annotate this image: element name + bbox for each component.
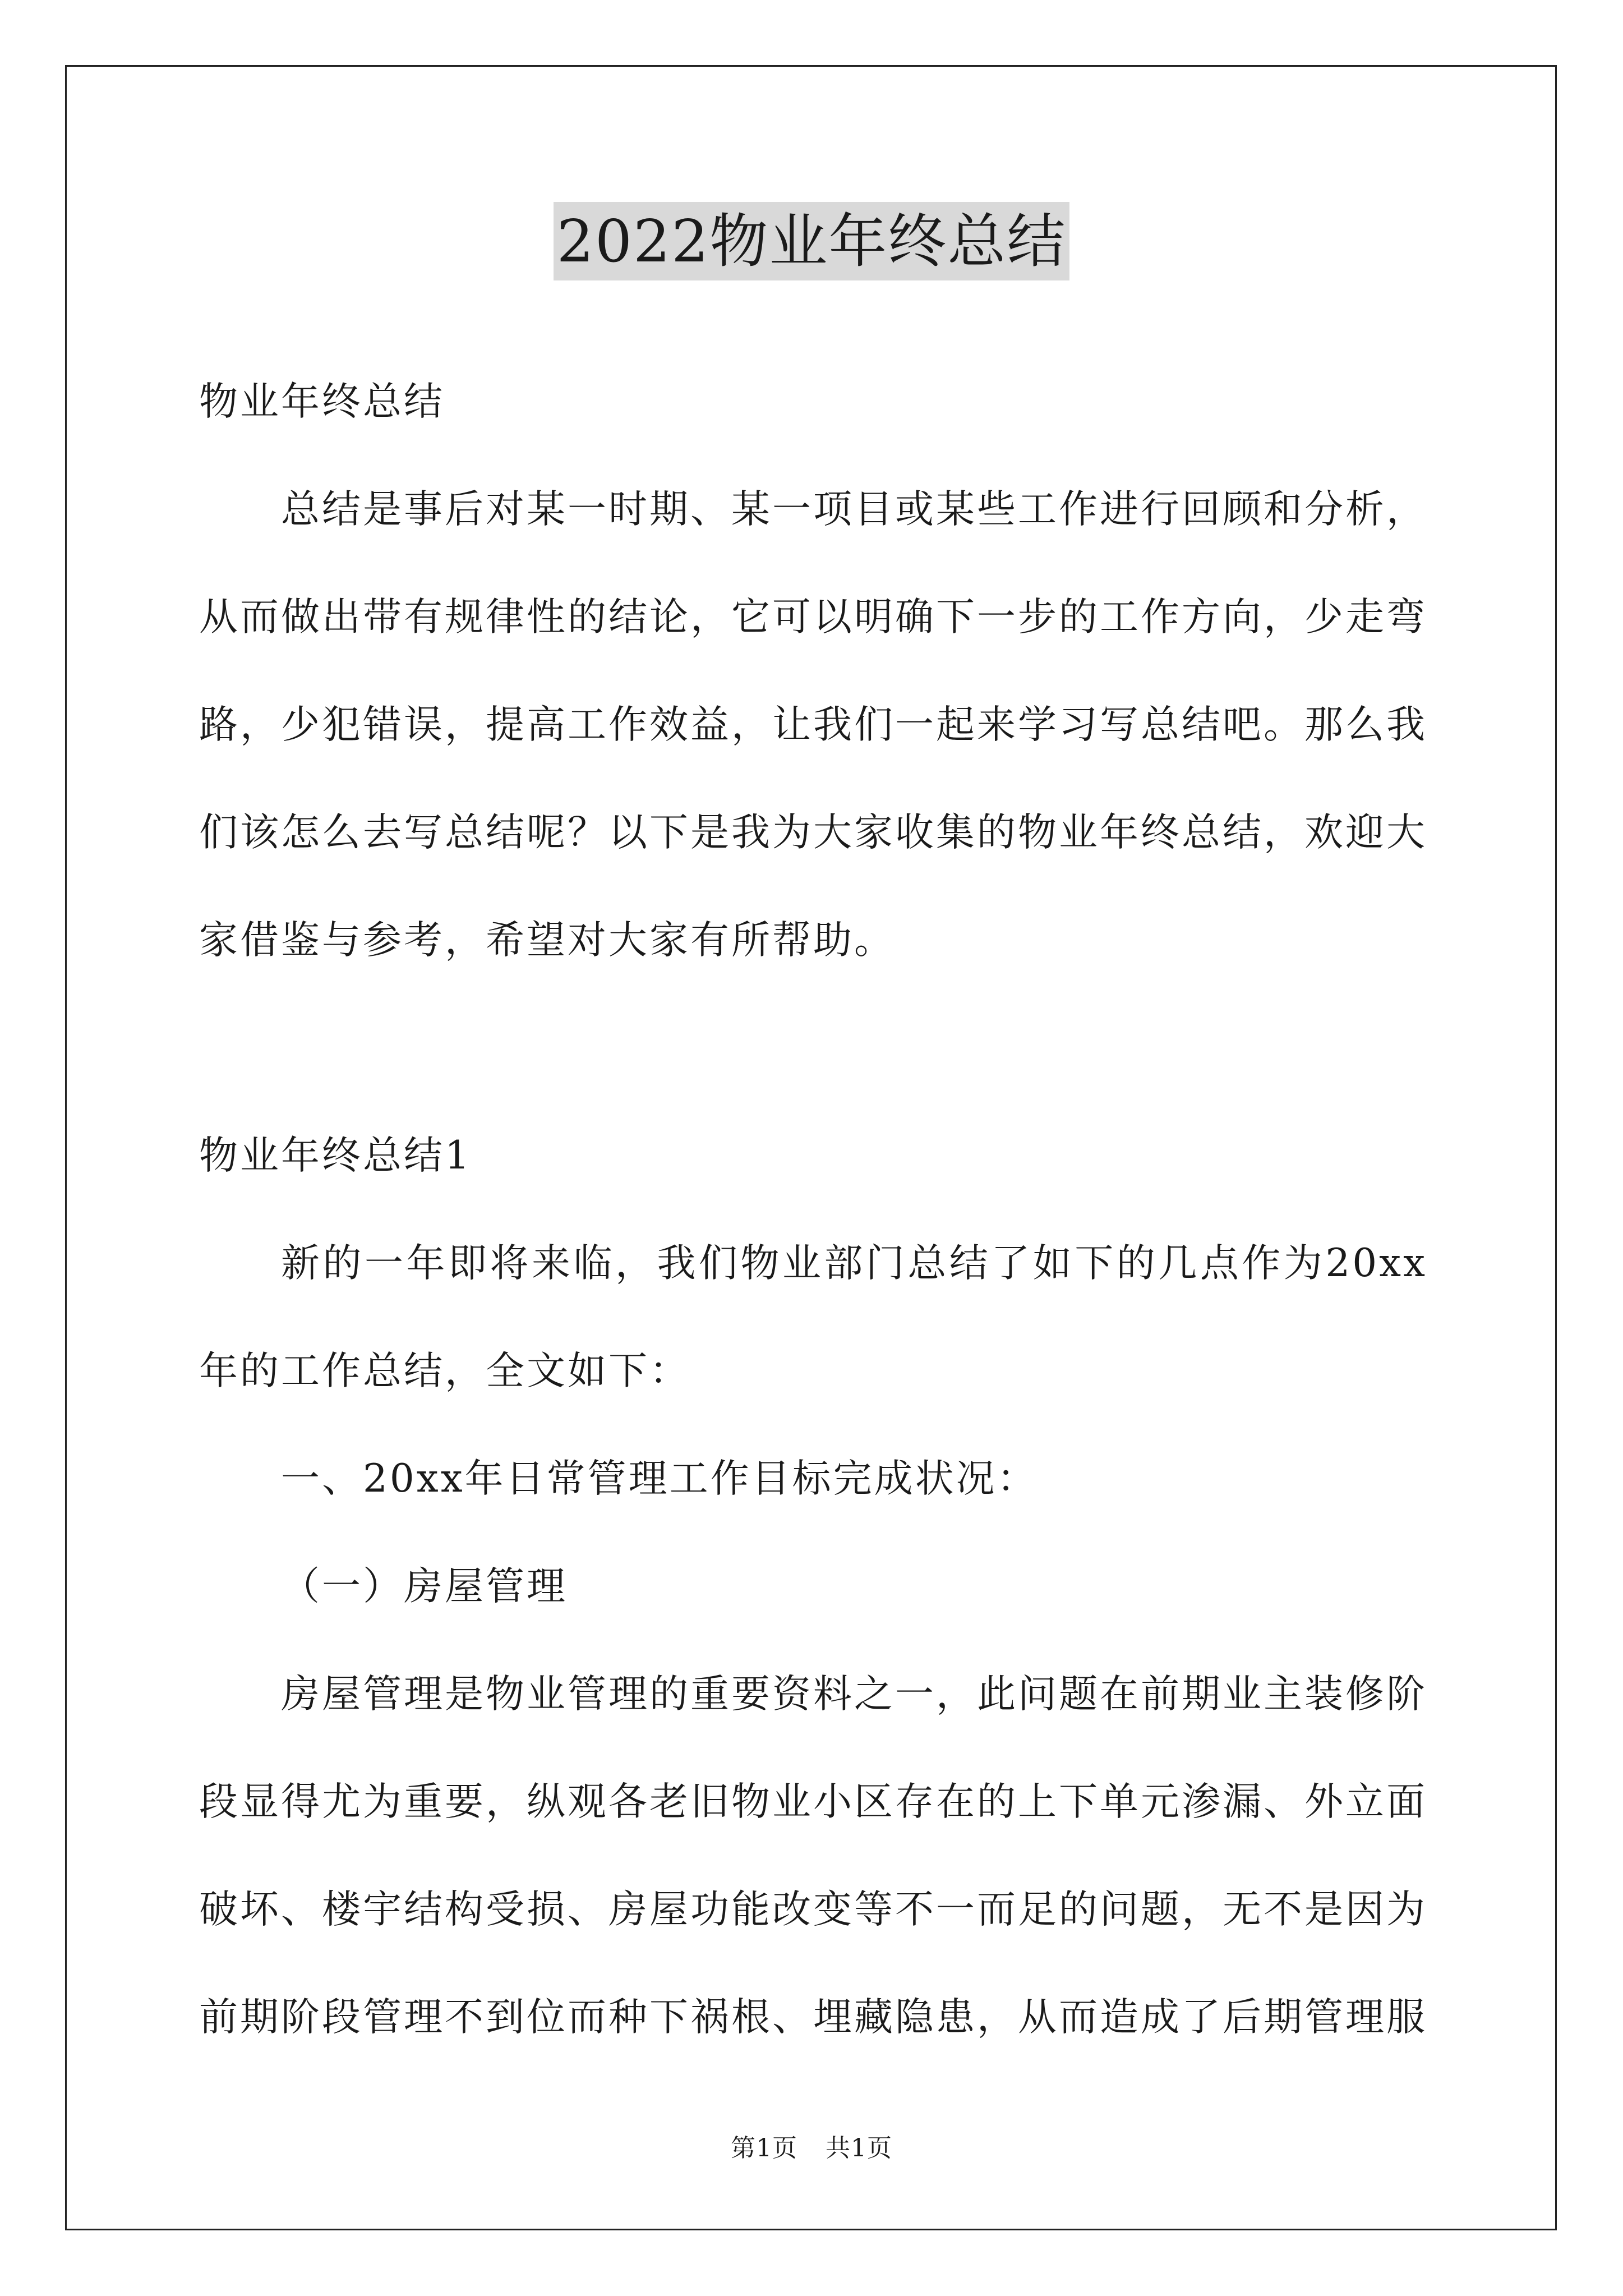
- intro-paragraph: 总结是事后对某一时期、某一项目或某些工作进行回顾和分析，从而做出带有规律性的结论，它可以明确下一步的工作方向，少走弯路，少犯错误，提高工作效益，让我们一起来学习写总结吧。那么我们该怎么去写总结呢？以下是我为大家收集的物业年终总结，欢迎大家借鉴与参考，希望对大家有所帮助。: [199, 487, 1427, 963]
- section-heading: 物业年终总结1: [199, 1133, 472, 1178]
- page-number: 第1页: [731, 2134, 797, 2162]
- page-count: 共1页: [826, 2134, 892, 2162]
- paragraph-2: 一、20xx年日常管理工作目标完成状况：: [281, 1456, 1038, 1501]
- document-body: [199, 348, 1427, 2071]
- document-subtitle: 物业年终总结: [199, 379, 445, 424]
- title-container: [0, 202, 1623, 280]
- paragraph-3: （一）房屋管理: [281, 1564, 568, 1609]
- page-footer: [0, 2132, 1623, 2165]
- paragraph-4: 房屋管理是物业管理的重要资料之一，此问题在前期业主装修阶段显得尤为重要，纵观各老旧物业小区存在的上下单元渗漏、外立面破坏、楼宇结构受损、房屋功能改变等不一而足的问题，无不是因为前期阶段管理不到位而种下祸根、埋藏隐患，从而造成了后期管理服: [199, 1672, 1427, 2040]
- paragraph-1: 新的一年即将来临，我们物业部门总结了如下的几点作为20xx年的工作总结，全文如下：: [199, 1241, 1427, 1393]
- paragraph-spacer: [199, 994, 1427, 1102]
- document-title: 2022物业年终总结: [554, 202, 1070, 280]
